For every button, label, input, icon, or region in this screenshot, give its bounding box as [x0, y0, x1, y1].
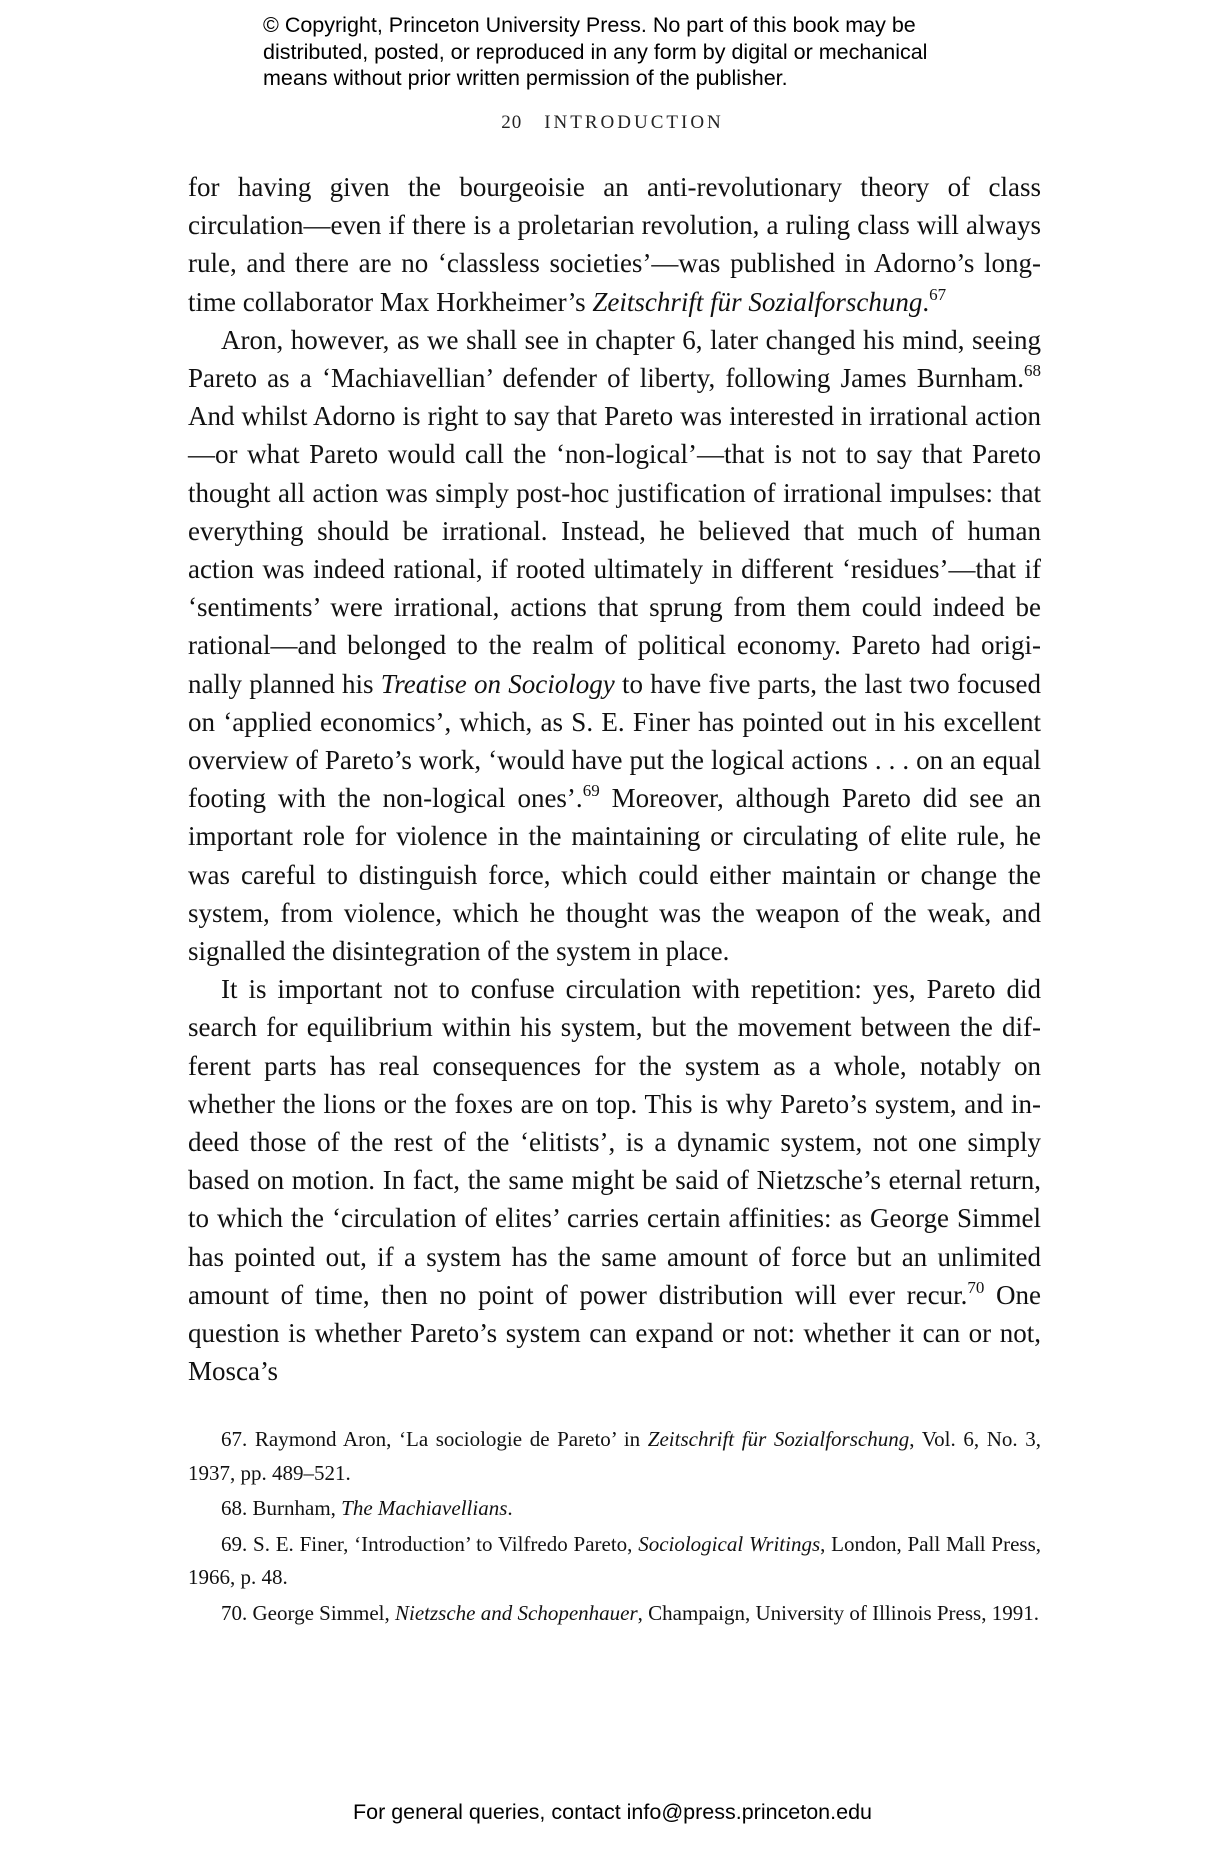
footnote-italic: The Machiavellians	[341, 1496, 508, 1520]
italic-title: Zeitschrift für Sozialforschung	[592, 286, 923, 317]
section-title: INTRODUCTION	[544, 112, 724, 133]
footnote-text: 68. Burnham,	[221, 1496, 342, 1520]
footnote-text: 69. S. E. Finer, ‘Introduction’ to Vilfredo Pareto,	[221, 1531, 639, 1556]
footnote-ref: 67	[929, 284, 947, 304]
footnote-text: .	[507, 1496, 513, 1520]
paragraph-3	[188, 970, 1041, 1390]
footer-contact: For general queries, contact info@press.princeton.edu	[352, 1800, 872, 1824]
copyright-notice: © Copyright, Princeton University Press. No part of this book may be distributed, posted, or reproduced in any form by digital or mechanical means without prior written permission of the publisher.	[263, 13, 928, 90]
footnote-italic: Sociological Writings	[638, 1531, 821, 1556]
footnote-68	[188, 1492, 1041, 1526]
paragraph-text: Moreover, although Pareto did see an important role for violence in the maintaining or circulating of elite rule, he was careful to distinguish force, which could either maintain or change the system, from violence, which he thought was the weapon of the weak, and signalled the disintegration of the system in place.	[188, 783, 1041, 967]
paragraph-text: Aron, however, as we shall see in chapter 6, later changed his mind, seeing Pareto as a ‘Machiavellian’ defender of liberty, following James Burnham.	[188, 324, 1041, 394]
page-number: 20	[501, 112, 523, 133]
running-head	[0, 112, 1225, 134]
footnote-70	[188, 1597, 1041, 1631]
footnote-text: , Vol. 6, No. 3, 1937, pp. 489–521.	[188, 1427, 1041, 1485]
footnote-italic: Zeitschrift für Sozialforschung	[647, 1427, 910, 1451]
paragraph-text: to have five parts, the last two focused on ‘applied economics’, which, as S. E. Finer has pointed out in his excellent overview of Pareto’s work, ‘would have put the logical actions . . . on an equal footing with the non-logical ones’.	[188, 668, 1042, 814]
paragraph-1	[188, 168, 1041, 321]
paragraph-text: It is important not to confuse circulation with repetition: yes, Pareto did search for equilibrium within his system, but the movement between the different parts has real consequences for the system as a whole, notably on whether the lions or the foxes are on top. This is why Pareto’s system, and indeed those of the rest of the ‘elitists’, is a dynamic system, not one simply based on motion. In fact, the same might be said of Nietzsche’s eternal return, to which the ‘circulation of elites’ carries certain affinities: as George Simmel has pointed out, if a system has the same amount of force but an unlimited amount of time, then no point of power distribution will ever recur.	[188, 974, 1041, 1310]
footnote-text: , Champaign, University of Illinois Press, 1991.	[637, 1600, 1039, 1625]
footnote-italic: Nietzsche and Schopenhauer	[395, 1600, 638, 1625]
paragraph-text: .	[922, 286, 930, 317]
paragraph-2	[188, 321, 1041, 970]
footnote-text: 67. Raymond Aron, ‘La sociologie de Pareto’ in	[221, 1427, 648, 1451]
footnote-67	[188, 1423, 1041, 1490]
footnote-text: 70. George Simmel,	[221, 1600, 396, 1625]
footnote-69	[188, 1528, 1041, 1595]
paragraph-text: And whilst Adorno is right to say that Pareto was interested in irrational action—or what Pareto would call the ‘non-logical’—that is not to say that Pareto thought all action was simply post-hoc justification of irrational impulses: that everything should be irrational. Instead, he believed that much of human action was indeed rational, if rooted ultimately in different ‘residues’—that if ‘sentiments’ were irrational, actions that sprung from them could indeed be rational—and belonged to the realm of political economy. Pareto had originally planned his	[188, 401, 1041, 699]
italic-title: Treatise on Sociology	[380, 668, 615, 699]
footnote-text: , London, Pall Mall Press, 1966, p. 48.	[188, 1531, 1041, 1589]
footnote-ref: 69	[582, 781, 600, 801]
footnote-ref: 70	[967, 1277, 985, 1297]
footnotes	[188, 1423, 1041, 1632]
paragraph-text: One question is whether Pareto’s system can expand or not: whether it can or not, Mosca’s	[188, 1279, 1041, 1387]
main-text	[188, 168, 1041, 1391]
paragraph-text: for having given the bourgeoisie an anti-revolutionary theory of class circulation—even if there is a proletarian revolution, a ruling class will always rule, and there are no ‘classless societies’—was published in Adorno’s long-time collaborator Max Horkheimer’s	[188, 172, 1041, 317]
footnote-ref: 68	[1024, 361, 1041, 381]
